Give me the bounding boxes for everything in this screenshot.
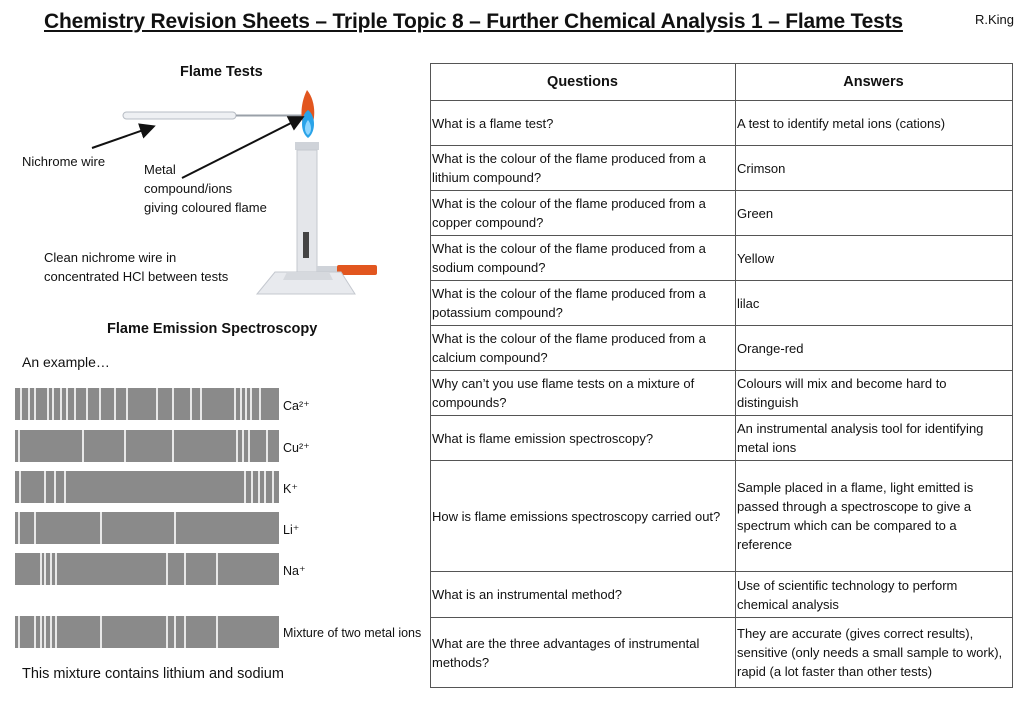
question-cell: What is the colour of the flame produced from a copper compound? — [431, 191, 736, 236]
table-row — [431, 191, 1013, 236]
question-cell: What is flame emission spectroscopy? — [431, 416, 736, 461]
table-row — [431, 146, 1013, 191]
nichrome-arrow — [92, 127, 152, 148]
clean-label-line2: concentrated HCl between tests — [44, 269, 229, 284]
example-label: An example… — [22, 354, 110, 370]
answer-cell: Orange-red — [736, 326, 1013, 371]
table-row — [431, 572, 1013, 618]
answer-cell: Green — [736, 191, 1013, 236]
question-cell: Why can’t you use flame tests on a mixture of compounds? — [431, 371, 736, 416]
question-cell: What is the colour of the flame produced from a lithium compound? — [431, 146, 736, 191]
spectrum-li — [15, 512, 279, 544]
question-cell: What is the colour of the flame produced from a calcium compound? — [431, 326, 736, 371]
table-row — [431, 416, 1013, 461]
spectrum-ca — [15, 388, 279, 420]
metal-label-line1: Metal — [144, 162, 176, 177]
table-row — [431, 371, 1013, 416]
metal-label-line2: compound/ions — [144, 181, 233, 196]
spectrum-label-li: Li⁺ — [283, 523, 300, 537]
mixture-caption: This mixture contains lithium and sodium — [22, 666, 284, 682]
answer-cell: Crimson — [736, 146, 1013, 191]
answer-cell: Colours will mix and become hard to distinguish — [736, 371, 1013, 416]
answer-cell: Use of scientific technology to perform chemical analysis — [736, 572, 1013, 618]
clean-label-line1: Clean nichrome wire in — [44, 250, 177, 265]
answer-cell: lilac — [736, 281, 1013, 326]
question-cell: How is flame emissions spectroscopy carried out? — [431, 461, 736, 572]
table-row — [431, 461, 1013, 572]
question-cell: What is a flame test? — [431, 101, 736, 146]
table-row — [431, 236, 1013, 281]
question-cell: What are the three advantages of instrumental methods? — [431, 618, 736, 688]
spectrum-label-ca: Ca²⁺ — [283, 399, 310, 413]
table-row — [431, 326, 1013, 371]
metal-arrow — [182, 118, 301, 178]
table-row — [431, 101, 1013, 146]
questions-header: Questions — [431, 64, 736, 101]
spectrum-k — [15, 471, 279, 503]
spectrum-cu — [15, 430, 279, 462]
spectrum-label-na: Na⁺ — [283, 564, 306, 578]
answer-cell: Yellow — [736, 236, 1013, 281]
flame-tests-heading: Flame Tests — [180, 64, 263, 80]
author-name: R.King — [975, 12, 1015, 27]
page-title: Chemistry Revision Sheets – Triple Topic 8 – Further Chemical Analysis 1 – Flame Tests — [44, 10, 903, 33]
spectrum-label-mixture: Mixture of two metal ions — [283, 626, 422, 640]
table-row — [431, 618, 1013, 688]
answer-cell: They are accurate (gives correct results), sensitive (only needs a small sample to work), rapid (a lot faster than other tests) — [736, 618, 1013, 688]
nichrome-label: Nichrome wire — [22, 154, 106, 169]
answer-cell: An instrumental analysis tool for identifying metal ions — [736, 416, 1013, 461]
answer-cell: A test to identify metal ions (cations) — [736, 101, 1013, 146]
answer-cell: Sample placed in a flame, light emitted is passed through a spectroscope to give a spectrum which can be compared to a reference — [736, 461, 1013, 572]
question-cell: What is the colour of the flame produced from a sodium compound? — [431, 236, 736, 281]
table-row — [431, 281, 1013, 326]
spectrum-mixture — [15, 616, 279, 648]
qa-table — [430, 63, 1013, 688]
metal-label-line3: giving coloured flame — [144, 200, 267, 215]
answers-header: Answers — [736, 64, 1013, 101]
question-cell: What is the colour of the flame produced from a potassium compound? — [431, 281, 736, 326]
spectrum-label-cu: Cu²⁺ — [283, 441, 310, 455]
spectroscopy-heading: Flame Emission Spectroscopy — [107, 321, 318, 337]
spectrum-na — [15, 553, 279, 585]
spectrum-label-k: K⁺ — [283, 482, 298, 496]
question-cell: What is an instrumental method? — [431, 572, 736, 618]
